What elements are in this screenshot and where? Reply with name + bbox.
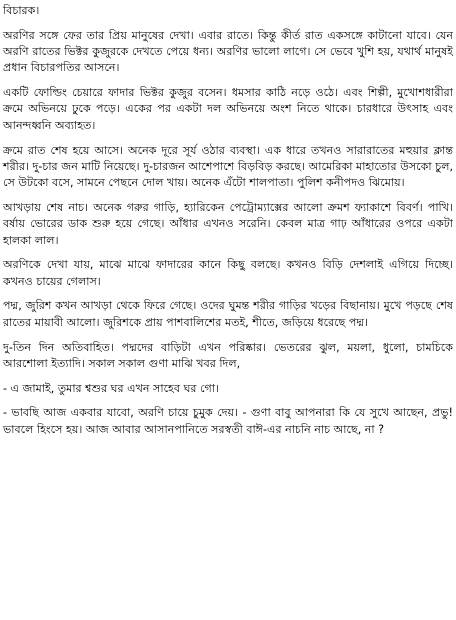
paragraph-2: অরণির সঙ্গে ফের তার প্রিয় মানুষের দেখা। এবার রাতে। কিন্তু কীর্ত রাত একসঙ্গে কাটানো যাবে। যেন অরণি রাতের ভিক্টর কুজুরকে দেখতে পেয়ে ধন্য। অরণির ভালো লাগে। সে ভেবে খুশি হয়, যথার্থ মানুষই প্রধান বিচারপতির আসনে। [3, 28, 453, 75]
paragraph-1: বিচারক। [3, 4, 40, 17]
paragraph-6: অরণিকে দেখা যায়, মাঝে মাঝে ফাদারের কানে কিছু বলছে। কখনও বিড়ি দেশলাই এগিয়ে দিচ্ছে। কখনও চায়ের গেলাস। [3, 258, 453, 288]
paragraph-10: - ভাবছি আজ একবার যাবো, অরণি চায়ে চুমুক দেয়। - গুণা বাবু আপনারা কি যে সুখে আছেন, প্রভু! ভাবলে হিংসে হয়। আজ আবার আসানপানিতে সরস্বতী বাঈ-এর নাচনি নাচ আছে, না ? [3, 406, 453, 436]
paragraph-8: দু-তিন দিন অতিবাহিত। পদ্মদের বাড়িটা এখন পরিষ্কার। ভেতরের ঝুল, ময়লা, ধুলো, চামচিকে আরশোলা ইত্যাদি। সকাল সকাল গুণা মাঝি খবর দিল, [3, 340, 453, 370]
document-page [3, 3, 453, 438]
paragraph-5: আখড়ায় শেষ নাচ। অনেক গরুর গাড়ি, হ্যারিকেন পেট্রোম্যাক্সের আলো ক্রমশ ফ্যাকাশে বিবর্ণ। পাখি। বর্ষায় ভোরের ডাক শুরু হয়ে গেছে। আঁধার এখনও সরেনি। কেবল মাত্র গাঢ় আঁধারের ওপরে একটা হালকা লাল। [3, 200, 453, 247]
paragraph-9: - এ জামাই, তুমার শ্বশুর ঘর এখন সাহেব ঘর গো। [3, 381, 220, 395]
paragraph-4: ক্রমে রাত শেষ হয়ে আসে। অনেক দূরে সূর্য ওঠার ব্যবস্থা। এক ধারে তখনও সারারাতের মহুয়ার ক্লান্ত শরীর। দু-চার জন মাটি নিয়েছে। দু-চারজন আশেপাশে বিড়বিড় করছে। আমেরিকা মাহাতোর উসকো চুল, সে উটকো বসে, সামনে পেছনে দোল খায়। অনেক এঁটো শালপাতা। পুলিশ কনীপদও ঝিমোয়। [3, 143, 453, 190]
paragraph-3: একটি ফোল্ডিং চেয়ারে ফাদার ভিক্টর কুজুর বসেন। ধমসার কাঠি নড়ে ওঠে। এবং শিল্পী, মুখোশধারীরা ক্রমে অভিনয়ে ঢুকে পড়ে। একের পর একটা দল অভিনয়ে অংশ নিতে থাকে। চারধারে উৎসাহ এবং আনন্দধ্বনি অব্যাহত। [3, 86, 453, 132]
paragraph-7: পদ্ম, জুরিশ কখন আখড়া থেকে ফিরে গেছে। ওদের ঘুমন্ত শরীর গাড়ির খড়ের বিছানায়। মুখে পড়ছে শেষ রাতের মায়াবী আলো। জুরিশকে প্রায় পাশবালিশের মতই, শীতে, জড়িয়ে ধরেছে পদ্ম। [3, 299, 453, 329]
